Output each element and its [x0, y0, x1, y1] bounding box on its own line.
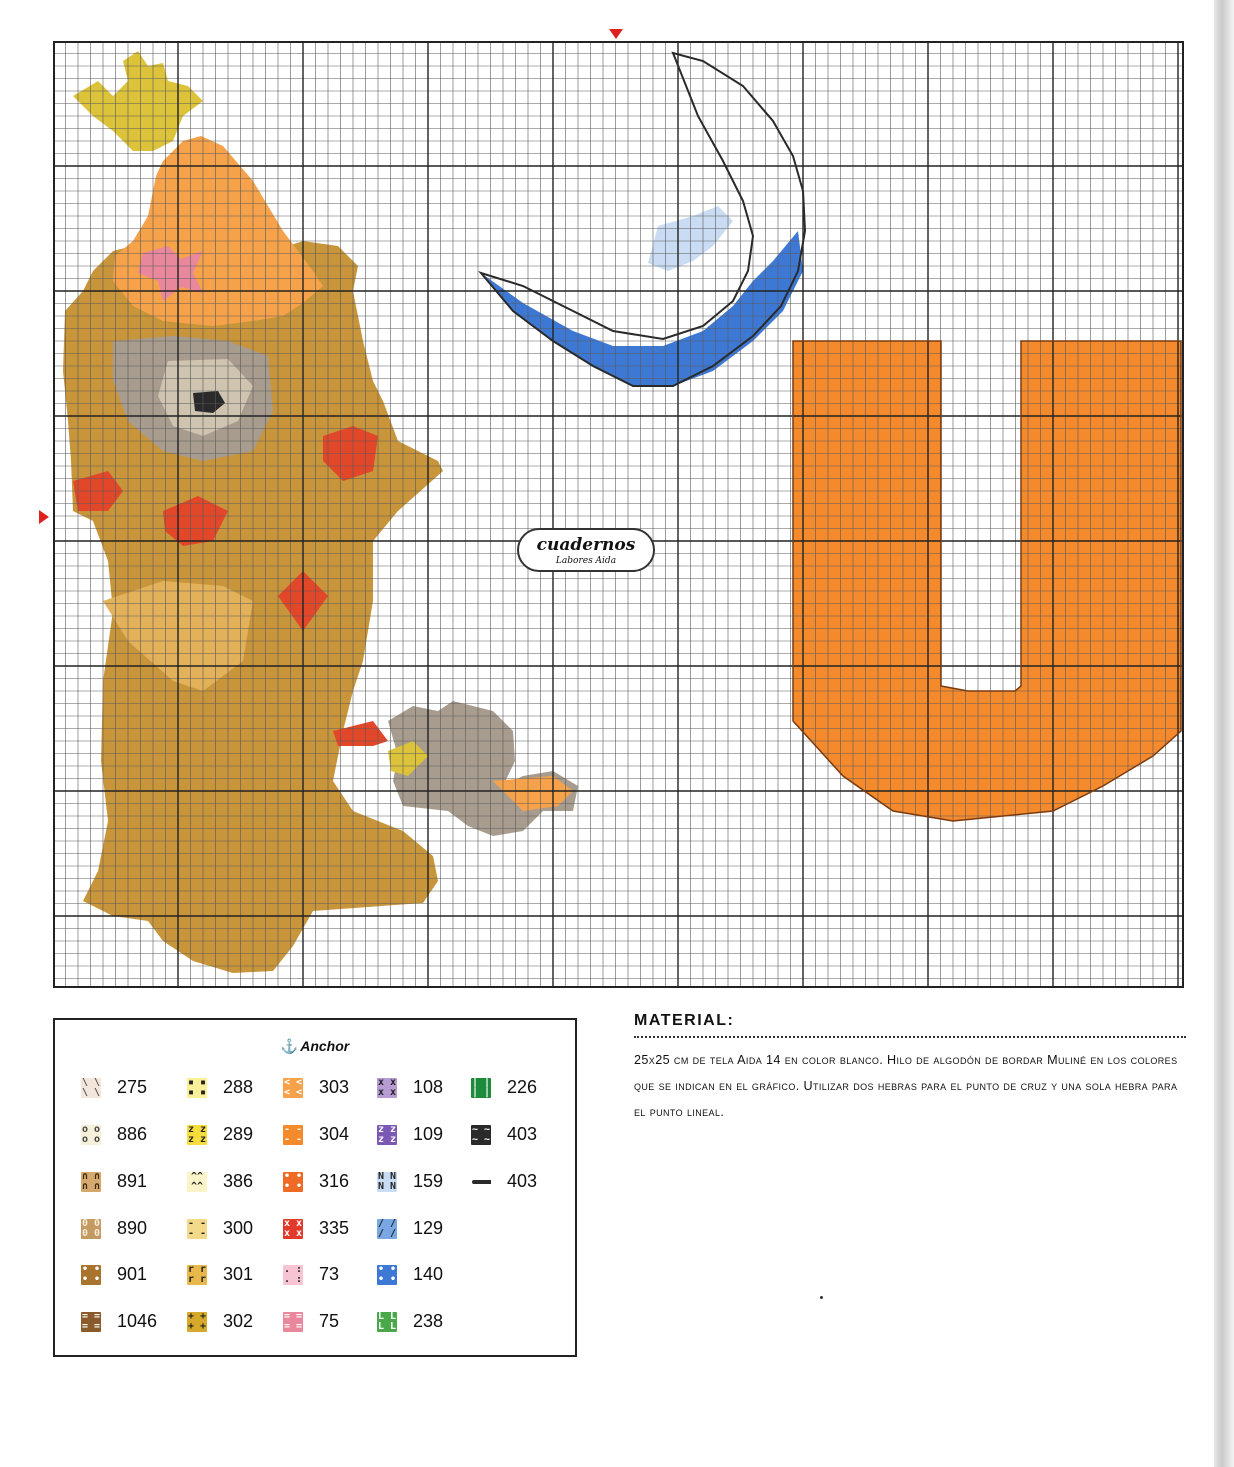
thread-swatch-icon: z z z z [377, 1125, 397, 1145]
party-hat [113, 136, 323, 326]
thread-swatch-icon: - - - - [187, 1219, 207, 1239]
thread-code: 275 [117, 1077, 148, 1097]
thread-code: 890 [117, 1218, 148, 1238]
thread-swatch-icon: r r r r [187, 1265, 207, 1285]
print-speck [820, 1296, 823, 1299]
material-divider [634, 1036, 1186, 1038]
thread-code: 301 [223, 1264, 254, 1284]
thread-code: 891 [117, 1171, 148, 1191]
cross-stitch-grid [53, 41, 1184, 988]
thread-code: 302 [223, 1311, 254, 1331]
thread-swatch-icon: | | | | [471, 1078, 491, 1098]
thread-swatch-icon: = = = = [81, 1312, 101, 1332]
thread-swatch-icon: = = = = [283, 1312, 303, 1332]
legend-brand [55, 1038, 575, 1055]
material-title: MATERIAL: [634, 1012, 735, 1029]
page-edge-shadow [1214, 0, 1234, 1467]
thread-code: 403 [507, 1124, 538, 1144]
moon-blue-edge [481, 231, 803, 386]
center-marker-left-icon [39, 510, 49, 524]
thread-code: 335 [319, 1218, 350, 1238]
thread-code: 75 [319, 1311, 340, 1331]
anchor-icon: ⚓ [280, 1038, 299, 1054]
logo-sub-text: Labores Aida [555, 556, 617, 566]
thread-swatch-icon: . : . : [283, 1265, 303, 1285]
thread-swatch-icon: z z z z [187, 1125, 207, 1145]
thread-code: 140 [413, 1264, 444, 1284]
thread-swatch-icon: ~ ~ ~ ~ [471, 1125, 491, 1145]
thread-code: 386 [223, 1171, 254, 1191]
thread-code: 109 [413, 1124, 444, 1144]
thread-code: 303 [319, 1077, 350, 1097]
thread-swatch-icon: L L L L [377, 1312, 397, 1332]
thread-code: 288 [223, 1077, 254, 1097]
thread-swatch-icon: • • • • [283, 1172, 303, 1192]
thread-swatch-icon: ^^ ^^ [187, 1172, 207, 1192]
backstitch-line-icon [471, 1172, 491, 1192]
thread-code: 226 [507, 1077, 538, 1097]
thread-code: 300 [223, 1218, 254, 1238]
thread-code: 901 [117, 1264, 148, 1284]
center-marker-top-icon [609, 29, 623, 39]
thread-code: 73 [319, 1264, 340, 1284]
thread-code: 316 [319, 1171, 350, 1191]
thread-swatch-icon: 0 0 0 0 [81, 1219, 101, 1239]
logo-main-text: cuadernos [536, 535, 636, 555]
thread-code: 129 [413, 1218, 444, 1238]
thread-swatch-icon: - - - - [283, 1125, 303, 1145]
thread-swatch-icon: < < < < [283, 1078, 303, 1098]
thread-code: 403 [507, 1171, 538, 1191]
thread-swatch-icon: x x x x [377, 1078, 397, 1098]
thread-code: 886 [117, 1124, 148, 1144]
thread-swatch-icon: N N N N [377, 1172, 397, 1192]
cuadernos-logo [517, 528, 655, 572]
cross-stitch-chart [53, 41, 1184, 988]
thread-code: 289 [223, 1124, 254, 1144]
thread-swatch-icon: \ \ \ \ [81, 1078, 101, 1098]
thread-code: 108 [413, 1077, 444, 1097]
legend-brand-label: Anchor [300, 1038, 350, 1054]
thread-swatch-icon: ▪ ▪ ▪ ▪ [187, 1078, 207, 1098]
thread-swatch-icon: ∩ ∩ ∩ ∩ [81, 1172, 101, 1192]
thread-code: 159 [413, 1171, 444, 1191]
thread-legend [53, 1018, 577, 1357]
thread-code: 238 [413, 1311, 444, 1331]
thread-swatch-icon: o o o o [81, 1125, 101, 1145]
thread-code: 1046 [117, 1311, 158, 1331]
thread-swatch-icon: • • • • [377, 1265, 397, 1285]
material-section [634, 1012, 1186, 1125]
thread-swatch-icon: / / / / [377, 1219, 397, 1239]
letter-u-motif [793, 341, 1181, 821]
thread-swatch-icon: • • • • [81, 1265, 101, 1285]
thread-code: 304 [319, 1124, 350, 1144]
thread-swatch-icon: x x x x [283, 1219, 303, 1239]
thread-swatch-icon: + + + + [187, 1312, 207, 1332]
material-instructions: 25x25 cm de tela Aida 14 en color blanco. Hilo de algodón de bordar Muliné en los colores que se indican en el gráfico. Utilizar dos hebras para el punto de cruz y una sola hebra para el punto lineal. [634, 1053, 1178, 1119]
